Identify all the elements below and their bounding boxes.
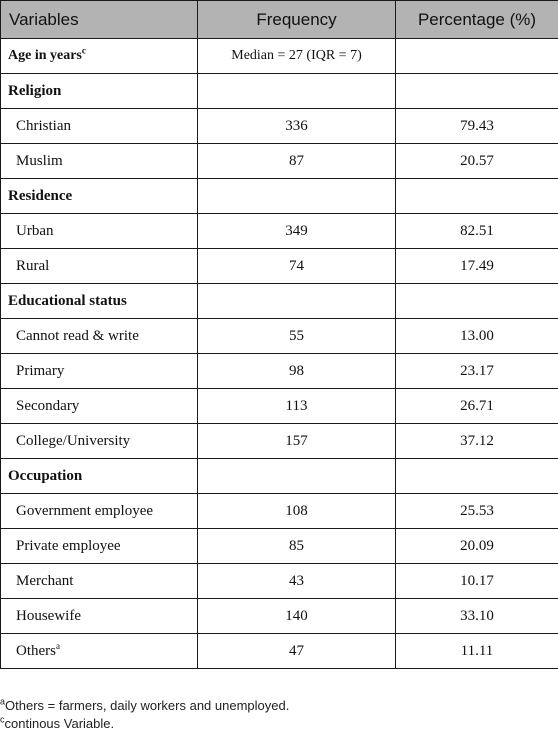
row-percentage: 11.11 (396, 634, 558, 669)
row-label-text: Urban (16, 222, 54, 239)
table-row (1, 494, 558, 529)
section-title: Occupation (1, 459, 198, 494)
section-title: Religion (1, 74, 198, 109)
row-label-text: Muslim (16, 152, 63, 169)
table-row (1, 529, 558, 564)
empty-cell (396, 74, 558, 109)
row-label (1, 249, 198, 284)
row-frequency: 113 (198, 389, 396, 424)
table-row (1, 249, 558, 284)
row-percentage: 23.17 (396, 354, 558, 389)
row-label-text: Government employee (16, 502, 154, 519)
row-percentage: 37.12 (396, 424, 558, 459)
row-frequency: Median = 27 (IQR = 7) (198, 39, 396, 74)
row-label-text: Cannot read & write (16, 327, 139, 344)
row-label-text: Primary (16, 362, 65, 379)
row-frequency: 87 (198, 144, 396, 179)
section-row (1, 74, 558, 109)
row-frequency: 98 (198, 354, 396, 389)
age-label: Age in years (8, 48, 82, 63)
row-label-text: Housewife (16, 607, 81, 624)
row-percentage (396, 39, 558, 74)
row-frequency: 140 (198, 599, 396, 634)
row-label (1, 564, 198, 599)
header-frequency: Frequency (198, 1, 396, 39)
footnote-a (0, 698, 289, 713)
row-percentage: 79.43 (396, 109, 558, 144)
header-row (1, 1, 558, 39)
section-row (1, 459, 558, 494)
footnote-text: Others = farmers, daily workers and unemployed. (5, 698, 290, 713)
table-row (1, 634, 558, 669)
empty-cell (396, 179, 558, 214)
row-percentage: 82.51 (396, 214, 558, 249)
row-label (1, 109, 198, 144)
row-percentage: 17.49 (396, 249, 558, 284)
table-row (1, 599, 558, 634)
row-percentage: 10.17 (396, 564, 558, 599)
row-label (1, 389, 198, 424)
row-frequency: 55 (198, 319, 396, 354)
row-label (1, 144, 198, 179)
row-frequency: 108 (198, 494, 396, 529)
table-row-age (1, 39, 558, 74)
footnote-c (0, 716, 114, 731)
row-percentage: 26.71 (396, 389, 558, 424)
row-label (1, 494, 198, 529)
row-percentage: 20.09 (396, 529, 558, 564)
row-label (1, 529, 198, 564)
row-label (1, 319, 198, 354)
footnote-mark: c (81, 45, 86, 56)
row-label (1, 424, 198, 459)
row-label (1, 634, 198, 669)
empty-cell (198, 74, 396, 109)
empty-cell (198, 459, 396, 494)
row-label-text: Others (16, 642, 56, 659)
table-row (1, 424, 558, 459)
row-frequency: 85 (198, 529, 396, 564)
row-frequency: 336 (198, 109, 396, 144)
table-row (1, 389, 558, 424)
table-row (1, 109, 558, 144)
row-label (1, 39, 198, 74)
table-row (1, 564, 558, 599)
footnote-mark: c (0, 714, 5, 725)
section-title: Residence (1, 179, 198, 214)
section-title: Educational status (1, 284, 198, 319)
table-row (1, 354, 558, 389)
row-label-text: Secondary (16, 397, 80, 414)
table-row (1, 214, 558, 249)
table-row (1, 144, 558, 179)
header-percentage: Percentage (%) (396, 1, 558, 39)
row-label (1, 214, 198, 249)
empty-cell (396, 284, 558, 319)
row-percentage: 33.10 (396, 599, 558, 634)
row-label-text: Rural (16, 257, 50, 274)
row-label-text: College/University (16, 432, 131, 449)
row-frequency: 349 (198, 214, 396, 249)
row-percentage: 13.00 (396, 319, 558, 354)
footnote-mark: a (56, 640, 60, 651)
row-frequency: 43 (198, 564, 396, 599)
section-row (1, 284, 558, 319)
row-label (1, 599, 198, 634)
footnote-mark: a (0, 696, 6, 707)
row-label-text: Private employee (16, 537, 121, 554)
row-frequency: 47 (198, 634, 396, 669)
footnote-text: continous Variable. (4, 716, 115, 731)
row-percentage: 25.53 (396, 494, 558, 529)
empty-cell (396, 459, 558, 494)
row-frequency: 74 (198, 249, 396, 284)
row-percentage: 20.57 (396, 144, 558, 179)
empty-cell (198, 284, 396, 319)
row-label (1, 354, 198, 389)
table-row (1, 319, 558, 354)
row-frequency: 157 (198, 424, 396, 459)
row-label-text: Merchant (16, 572, 74, 589)
empty-cell (198, 179, 396, 214)
row-label-text: Christian (16, 117, 71, 134)
section-row (1, 179, 558, 214)
header-variables: Variables (1, 1, 198, 39)
